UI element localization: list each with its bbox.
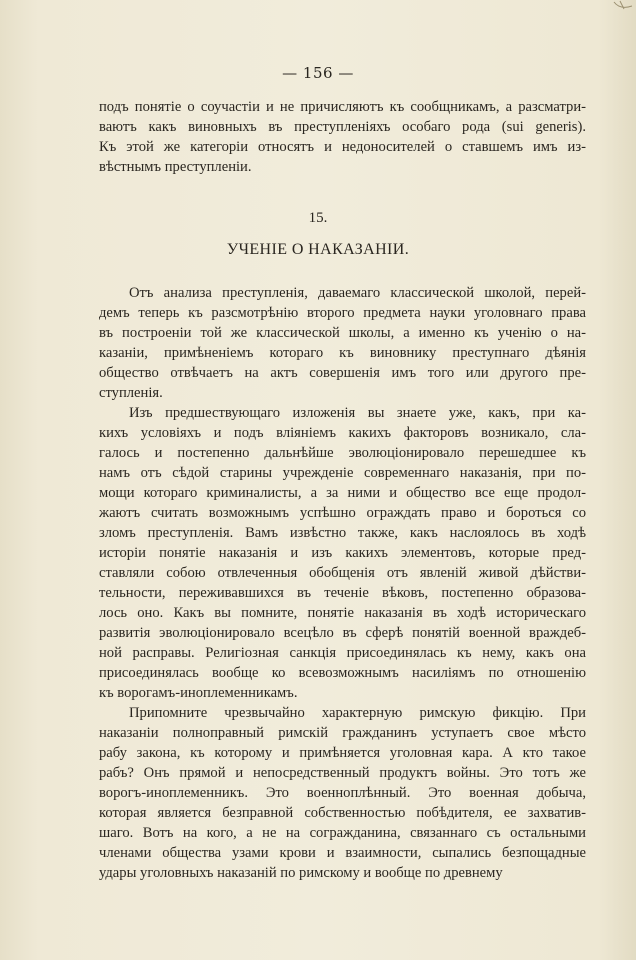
corner-stamp-icon bbox=[606, 0, 636, 18]
text-line: рабу закона, къ которому и примѣняется уголовная кара. А кто такое bbox=[99, 745, 586, 761]
text-line: подъ понятіе о соучастіи и не причисляютъ къ сообщникамъ, а разсматри- bbox=[99, 99, 586, 115]
page-number: — 156 — bbox=[282, 64, 354, 82]
text-line: казаніи, примѣненіемъ котораго къ виновнику преступнаго дѣянія bbox=[99, 345, 586, 361]
text-line: кихъ условіяхъ и подъ вліяніемъ какихъ факторовъ возникало, сла- bbox=[99, 425, 586, 441]
text-line: лось оно. Какъ вы помните, понятіе наказанія въ ходѣ историческаго bbox=[99, 605, 586, 621]
text-line: Припомните чрезвычайно характерную римскую фикцію. При bbox=[129, 705, 586, 721]
text-line: къ ворогамъ-иноплеменникамъ. bbox=[99, 685, 298, 701]
section-number: 15. bbox=[308, 210, 328, 226]
text-line: шаго. Вотъ на кого, а не на согражданина, связаннаго съ остальными bbox=[99, 825, 586, 841]
text-line: вѣстнымъ преступленіи. bbox=[99, 159, 252, 175]
text-line: которая является безправной собственностью побѣдителя, ее захватив- bbox=[99, 805, 586, 821]
text-line: рабъ? Онъ прямой и непосредственный продуктъ войны. Это тотъ же bbox=[99, 765, 586, 781]
text-line: членами общества узами крови и взаимности, сыпались безпощадные bbox=[99, 845, 586, 861]
text-line: галось и постепенно дальнѣйше эволюціонировало перешедшее къ bbox=[99, 445, 586, 461]
text-line: мощи котораго криминалисты, а за ними и общество все еще продол- bbox=[99, 485, 586, 501]
body-text bbox=[99, 283, 586, 883]
intro-paragraph bbox=[99, 97, 586, 177]
text-line: ступленія. bbox=[99, 385, 163, 401]
text-line: ваютъ какъ виновныхъ въ преступленіяхъ особаго рода (sui generis). bbox=[99, 119, 586, 135]
text-line: ставляли собою отвлеченныя обобщенія отъ явленій живой дѣйстви- bbox=[99, 565, 586, 581]
text-line: Изъ предшествующаго изложенія вы знаете уже, какъ, при ка- bbox=[129, 405, 586, 421]
paragraph bbox=[99, 283, 586, 403]
text-line: тельности, переживавшихся въ теченіе вѣковъ, постепенно образова- bbox=[99, 585, 586, 601]
paragraph bbox=[99, 403, 586, 703]
text-line: наказаніи полноправный римскій гражданинъ уступаетъ свое мѣсто bbox=[99, 725, 586, 741]
text-line: ворогъ-иноплеменникъ. Это военноплѣнный. Это военная добыча, bbox=[99, 785, 586, 801]
text-line: въ построеніи той же классической школы, а именно къ ученію о на- bbox=[99, 325, 586, 341]
text-line: развитія эволюціонировало всецѣло въ сферѣ понятій военной враждеб- bbox=[99, 625, 586, 641]
text-line: зломъ преступленія. Вамъ извѣстно также, какъ наслоялось въ ходѣ bbox=[99, 525, 586, 541]
text-line: демъ теперь къ разсмотрѣнію второго предмета науки уголовнаго права bbox=[99, 305, 586, 321]
text-line: ной расправы. Религіозная санкція присоединялась къ нему, какъ она bbox=[99, 645, 586, 661]
text-line: удары уголовныхъ наказаній по римскому и вообще по древнему bbox=[99, 865, 503, 881]
text-line: намъ отъ сѣдой старины учрежденіе современнаго наказанія, при по- bbox=[99, 465, 586, 481]
text-line: присоединялась вообще ко всевозможнымъ насиліямъ по отношенію bbox=[99, 665, 586, 681]
paragraph bbox=[99, 703, 586, 883]
text-line: Отъ анализа преступленія, даваемаго классической школой, перей- bbox=[129, 285, 586, 301]
text-line: общество отвѣчаетъ на актъ совершенія имъ того или другого пре- bbox=[99, 365, 586, 381]
section-title: УЧЕНІЕ О НАКАЗАНІИ. bbox=[226, 241, 410, 258]
text-line: исторіи понятіе наказанія и изъ какихъ элементовъ, которые пред- bbox=[99, 545, 586, 561]
text-line: жаютъ считать возможнымъ успѣшно ограждать право и бороться со bbox=[99, 505, 586, 521]
text-line: Къ этой же категоріи относятъ и недоносителей о ставшемъ имъ из- bbox=[99, 139, 586, 155]
